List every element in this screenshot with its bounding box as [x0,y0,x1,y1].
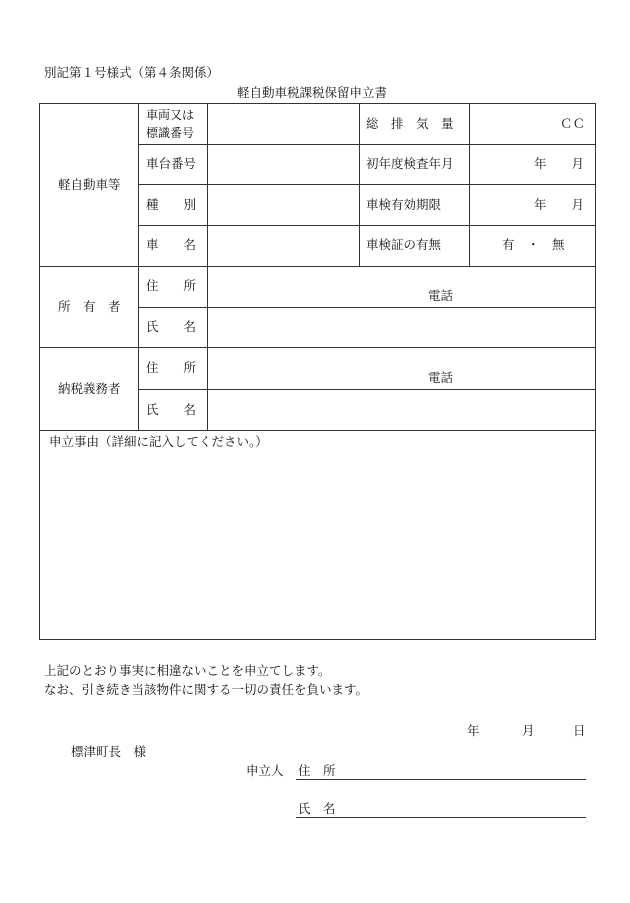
applicant-name-label: 氏 名 [298,801,336,816]
statement-line-1: 上記のとおり事実に相違ないことを申立てします。 [44,663,331,678]
inspection-expiry-value: 年 月 [534,197,585,212]
taxpayer-phone-label: 電話 [428,370,454,385]
vehicle-type-label: 種 別 [146,197,197,212]
owner-address-label: 住 所 [146,278,197,293]
addressee: 標津町長 様 [71,744,147,759]
form-title: 軽自動車税課税保留申立書 [237,85,388,100]
table-rule [359,103,360,266]
inspection-cert-value: 有 ・ 無 [502,237,565,252]
displacement-label: 総 排 気 量 [366,116,454,131]
vehicle-number-label-line1: 車両又は [146,108,195,122]
taxpayer-name-label: 氏 名 [146,402,197,417]
first-inspection-value: 年 月 [534,156,585,171]
vehicle-number-label-line2: 標識番号 [146,126,195,140]
applicant-address-label: 住 所 [298,763,336,778]
owner-name-label: 氏 名 [146,319,197,334]
table-rule [39,347,596,348]
chassis-number-label: 車台番号 [146,156,197,171]
table-rule [39,266,596,267]
table-rule [207,103,208,430]
table-rule [469,103,470,266]
vehicle-name-label: 車 名 [146,237,197,252]
applicant-name-line [296,817,586,818]
date-year: 年 [467,723,480,738]
date-month: 月 [522,723,535,738]
form-number: 別記第１号様式（第４条関係） [44,65,220,80]
inspection-expiry-label: 車検有効期限 [366,197,442,212]
inspection-cert-label: 車検証の有無 [366,237,442,252]
displacement-unit: ＣＣ [560,116,586,131]
first-inspection-label: 初年度検査年月 [366,156,454,171]
owner-section-label: 所 有 者 [58,299,121,314]
vehicle-section-label: 軽自動車等 [58,177,121,192]
taxpayer-section-label: 納税義務者 [58,381,121,396]
applicant-label: 申立人 [246,763,284,778]
applicant-address-line [296,779,586,780]
table-rule [138,103,139,430]
reason-label: 申立事由（詳細に記入してください。） [49,434,268,449]
table-rule [39,430,596,431]
date-day: 日 [573,723,586,738]
taxpayer-address-label: 住 所 [146,360,197,375]
owner-phone-label: 電話 [428,288,454,303]
statement-line-2: なお、引き続き当該物件に関する一切の責任を負います。 [44,682,369,697]
